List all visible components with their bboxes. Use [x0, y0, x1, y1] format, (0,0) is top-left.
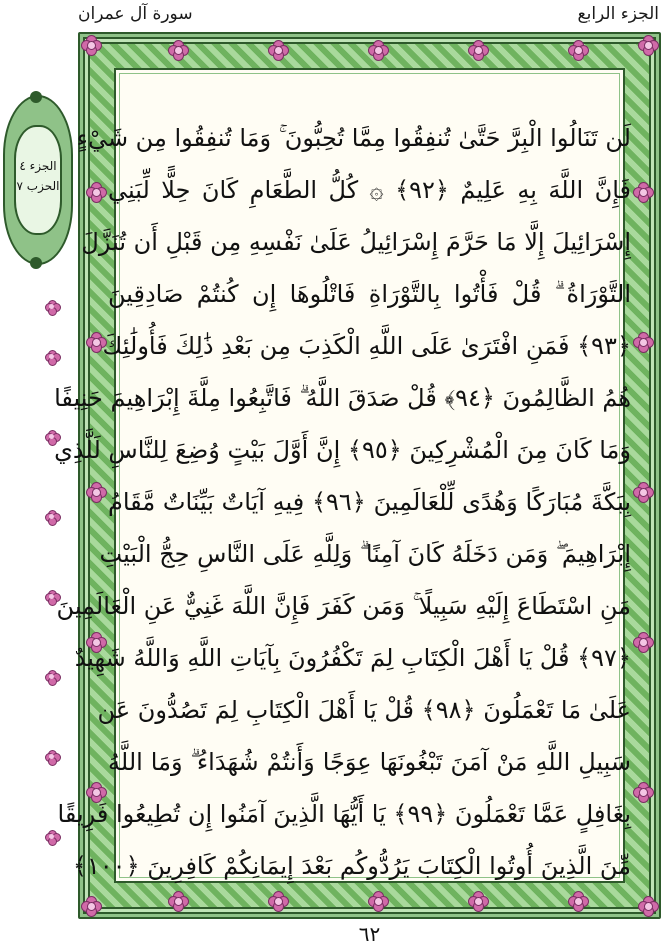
border-flower-icon [633, 632, 653, 652]
border-flower-icon [86, 782, 106, 802]
margin-flower-icon [45, 830, 59, 844]
medallion-juz-label: الجزء ٤ [19, 159, 57, 173]
ayah-line: وَمَا كَانَ مِنَ الْمُشْرِكِينَ ﴿٩٥﴾ إِنَّ أَوَّلَ بَيْتٍ وُضِعَ لِلنَّاسِ لَلَّذِي [54, 436, 631, 464]
border-flower-icon [568, 40, 588, 60]
ayah-line: إِبْرَاهِيمَ ۖ وَمَن دَخَلَهُ كَانَ آمِنًا ۗ وَلِلَّهِ عَلَى النَّاسِ حِجُّ الْبَيْتِ [99, 540, 631, 568]
border-flower-icon [368, 40, 388, 60]
surah-header: سورة آل عمران [78, 4, 193, 24]
ayah-line: ﴿٩٧﴾ قُلْ يَا أَهْلَ الْكِتَابِ لِمَ تَكْفُرُونَ بِآيَاتِ اللَّهِ وَاللَّهُ شَهِيدٌ [74, 644, 631, 672]
ayah-line: إِسْرَائِيلَ إِلَّا مَا حَرَّمَ إِسْرَائِيلُ عَلَىٰ نَفْسِهِ مِن قَبْلِ أَن تُنَزَّلَ [81, 228, 631, 256]
margin-flower-icon [45, 350, 59, 364]
ayah-line: سَبِيلِ اللَّهِ مَنْ آمَنَ تَبْغُونَهَا عِوَجًا وَأَنتُمْ شُهَدَاءُ ۗ وَمَا اللَّهُ [108, 748, 631, 776]
ayah-line: التَّوْرَاةُ ۗ قُلْ فَأْتُوا بِالتَّوْرَاةِ فَاتْلُوهَا إِن كُنتُمْ صَادِقِينَ [108, 280, 631, 308]
medallion-hizb-label: الحزب ٧ [16, 179, 60, 193]
border-flower-icon [86, 482, 106, 502]
border-flower-icon [468, 40, 488, 60]
juz-header: الجزء الرابع [577, 4, 659, 24]
border-flower-icon [633, 482, 653, 502]
ayah-line: مِّنَ الَّذِينَ أُوتُوا الْكِتَابَ يَرُدُّوكُم بَعْدَ إِيمَانِكُمْ كَافِرِينَ ﴿١٠٠﴾ [72, 852, 631, 880]
ayah-line: بِبَكَّةَ مُبَارَكًا وَهُدًى لِّلْعَالَمِينَ ﴿٩٦﴾ فِيهِ آيَاتٌ بَيِّنَاتٌ مَّقَامُ [108, 488, 631, 516]
corner-flower-icon [638, 35, 658, 55]
ayah-line: عَلَىٰ مَا تَعْمَلُونَ ﴿٩٨﴾ قُلْ يَا أَهْلَ الْكِتَابِ لِمَ تَصُدُّونَ عَن [97, 696, 631, 724]
ayah-line: بِغَافِلٍ عَمَّا تَعْمَلُونَ ﴿٩٩﴾ يَا أَيُّهَا الَّذِينَ آمَنُوا إِن تُطِيعُوا فَرِيقًا [57, 800, 631, 828]
corner-flower-icon [638, 896, 658, 916]
margin-flower-icon [45, 300, 59, 314]
border-flower-icon [633, 332, 653, 352]
medallion-bottom-finial [30, 257, 42, 269]
border-flower-icon [86, 182, 106, 202]
border-flower-icon [268, 40, 288, 60]
ayah-line: لَن تَنَالُوا الْبِرَّ حَتَّىٰ تُنفِقُوا مِمَّا تُحِبُّونَ ۚ وَمَا تُنفِقُوا مِن شَيْءٍ [76, 124, 631, 152]
ayah-line: فَإِنَّ اللَّهَ بِهِ عَلِيمٌ ﴿٩٢﴾ ۞ كُلُّ الطَّعَامِ كَانَ حِلًّا لِّبَنِي [108, 176, 631, 204]
margin-flower-icon [45, 750, 59, 764]
medallion-top-finial [30, 91, 42, 103]
corner-flower-icon [81, 35, 101, 55]
margin-flower-icon [45, 670, 59, 684]
margin-flower-icon [45, 510, 59, 524]
ayah-line: هُمُ الظَّالِمُونَ ﴿٩٤﴾ قُلْ صَدَقَ اللَّهُ ۗ فَاتَّبِعُوا مِلَّةَ إِبْرَاهِيمَ حَنِيفًا [54, 384, 631, 412]
ayah-line: ﴿٩٣﴾ فَمَنِ افْتَرَىٰ عَلَى اللَّهِ الْكَذِبَ مِن بَعْدِ ذَٰلِكَ فَأُولَٰئِكَ [102, 332, 631, 360]
juz-hizb-medallion [3, 95, 73, 265]
border-flower-icon [168, 40, 188, 60]
border-flower-icon [633, 182, 653, 202]
border-flower-icon [633, 782, 653, 802]
ayah-line: مَنِ اسْتَطَاعَ إِلَيْهِ سَبِيلًا ۚ وَمَن كَفَرَ فَإِنَّ اللَّهَ غَنِيٌّ عَنِ الْعَالَمِينَ [56, 592, 631, 620]
page-number: ٦٢ [358, 922, 381, 946]
corner-flower-icon [81, 896, 101, 916]
